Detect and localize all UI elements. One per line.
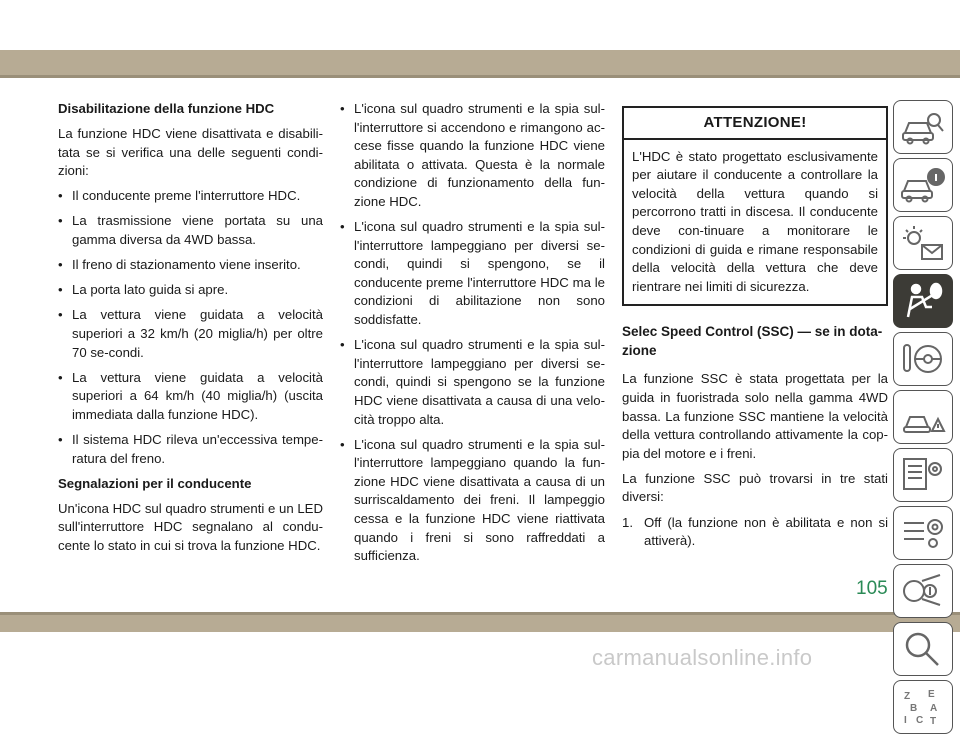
warning-text: L'HDC è stato progettato esclusivamente per aiutare il conducente a controllare la velocità della vettura quando si percorrono tratti in discesa. Il conducente deve con-tinuare a monitorare le condizioni di guida e rimane responsabile della velocità della vettura che deve rientrare nei limiti di sicurezza. <box>632 148 878 294</box>
list-item: • Il freno di stazionamento viene inserito. <box>58 256 323 275</box>
column-left <box>58 100 323 562</box>
list-item: • L'icona sul quadro strumenti e la spia sul-l'interruttore lampeggiano quando la fun-zione HDC viene disattivata a causa di un surriscaldamento dei freni. Il lampeggio cessa e la funzione HDC viene riattivata quando i freni si sono raffreddati a sufficienza. <box>340 436 605 566</box>
list-item: • La trasmissione viene portata su una gamma diversa da 4WD bassa. <box>58 212 323 249</box>
svg-text:T: T <box>930 716 937 727</box>
tab-dashboard-lights[interactable] <box>893 216 953 270</box>
settings-list-icon <box>900 513 946 553</box>
warning-title: ATTENZIONE! <box>624 108 886 140</box>
numbered-list-states <box>622 514 888 551</box>
svg-text:Z: Z <box>904 691 911 702</box>
multimedia-icon <box>900 571 946 611</box>
column-right <box>622 100 888 557</box>
chapter-tabs <box>893 100 960 738</box>
paragraph-ssc: La funzione SSC è stata progettata per la guida in fuoristrada solo nella gamma 4WD bassa. La funzione SSC mantiene la velocità della vettura controllando attivamente la cop-pia del motore e i freni. <box>622 371 888 461</box>
bullet-list-conditions <box>58 187 323 468</box>
magnifier-icon <box>900 629 946 669</box>
footer-band <box>0 612 960 632</box>
list-item: • Il conducente preme l'interruttore HDC. <box>58 187 323 206</box>
steering-wheel-icon <box>900 339 946 379</box>
list-item: • La vettura viene guidata a velocità superiori a 64 km/h (40 miglia/h) (uscita immediata dalla funzione HDC). <box>58 369 323 425</box>
list-item <box>622 514 888 551</box>
list-item: • L'icona sul quadro strumenti e la spia sul-l'interruttore lampeggiano per diversi se-condi, quindi si spengono se la funzione HDC viene disattivata a causa di una velo-cità troppo alta. <box>340 336 605 429</box>
paragraph-intro: La funzione HDC viene disattivata e disabili-tata se si verifica una delle seguenti condi-zioni: <box>58 126 323 179</box>
list-number: 1. <box>622 514 633 530</box>
svg-text:B: B <box>910 703 918 714</box>
list-item: • La vettura viene guidata a velocità superiori a 32 km/h (20 miglia/h) per oltre 70 se-condi. <box>58 306 323 362</box>
tab-seat-airbag[interactable] <box>893 274 953 328</box>
section-heading-ssc: Selec Speed Control (SSC) — se in dota-zione <box>622 324 883 359</box>
paragraph-ssc-states: La funzione SSC può trovarsi in tre stati diversi: <box>622 470 888 505</box>
tab-search[interactable] <box>893 622 953 676</box>
section-heading-driver-alerts: Segnalazioni per il conducente <box>58 475 252 491</box>
svg-text:I: I <box>904 715 907 726</box>
svg-text:C: C <box>916 715 924 726</box>
watermark: carmanualsonline.info <box>592 645 813 670</box>
page-number: 105 <box>856 578 888 599</box>
maintenance-checklist-icon <box>900 455 946 495</box>
dashboard-lights-icon <box>900 223 946 263</box>
seat-airbag-icon <box>900 281 946 321</box>
car-info-icon <box>900 165 946 205</box>
warning-triangle-icon <box>900 397 946 437</box>
bullet-list-indicators <box>340 100 605 566</box>
warning-box <box>622 106 888 306</box>
section-heading-disable-hdc: Disabilitazione della funzione HDC <box>58 101 275 116</box>
paragraph-alerts: Un'icona HDC sul quadro strumenti e un LED sull'interruttore HDC segnalano al condu-cente lo stato in cui si trova la funzione HDC. <box>58 500 323 553</box>
svg-text:A: A <box>930 703 938 714</box>
car-search-icon <box>900 107 946 147</box>
tab-multimedia[interactable] <box>893 564 953 618</box>
tab-steering-wheel[interactable] <box>893 332 953 386</box>
list-item: • L'icona sul quadro strumenti e la spia sul-l'interruttore si accendono e rimangono ac-cese fisse quando la funzione HDC viene abilitata o attivata. Questa è la normale condizione di funzionamento della fun-zione HDC. <box>340 100 605 212</box>
list-item: • L'icona sul quadro strumenti e la spia sul-l'interruttore lampeggiano per diversi se-condi, quindi si spengono, se il conducente preme l'interruttore HDC ma le condizioni di abilitazione non sono soddisfatte. <box>340 218 605 330</box>
column-middle <box>340 100 605 572</box>
svg-text:E: E <box>928 689 935 700</box>
tab-maintenance[interactable] <box>893 448 953 502</box>
alphabet-index-icon <box>900 687 946 727</box>
footer-band-line <box>0 612 960 615</box>
list-item: • La porta lato guida si apre. <box>58 281 323 300</box>
header-band <box>0 50 960 78</box>
header-band-line <box>0 75 960 78</box>
list-item: • Il sistema HDC rileva un'eccessiva tempe-ratura del freno. <box>58 431 323 468</box>
list-text: Off (la funzione non è abilitata e non si attiverà). <box>644 514 888 549</box>
tab-settings[interactable] <box>893 506 953 560</box>
tab-index[interactable] <box>893 680 953 734</box>
tab-car-info[interactable] <box>893 158 953 212</box>
tab-warning[interactable] <box>893 390 953 444</box>
tab-car-search[interactable] <box>893 100 953 154</box>
